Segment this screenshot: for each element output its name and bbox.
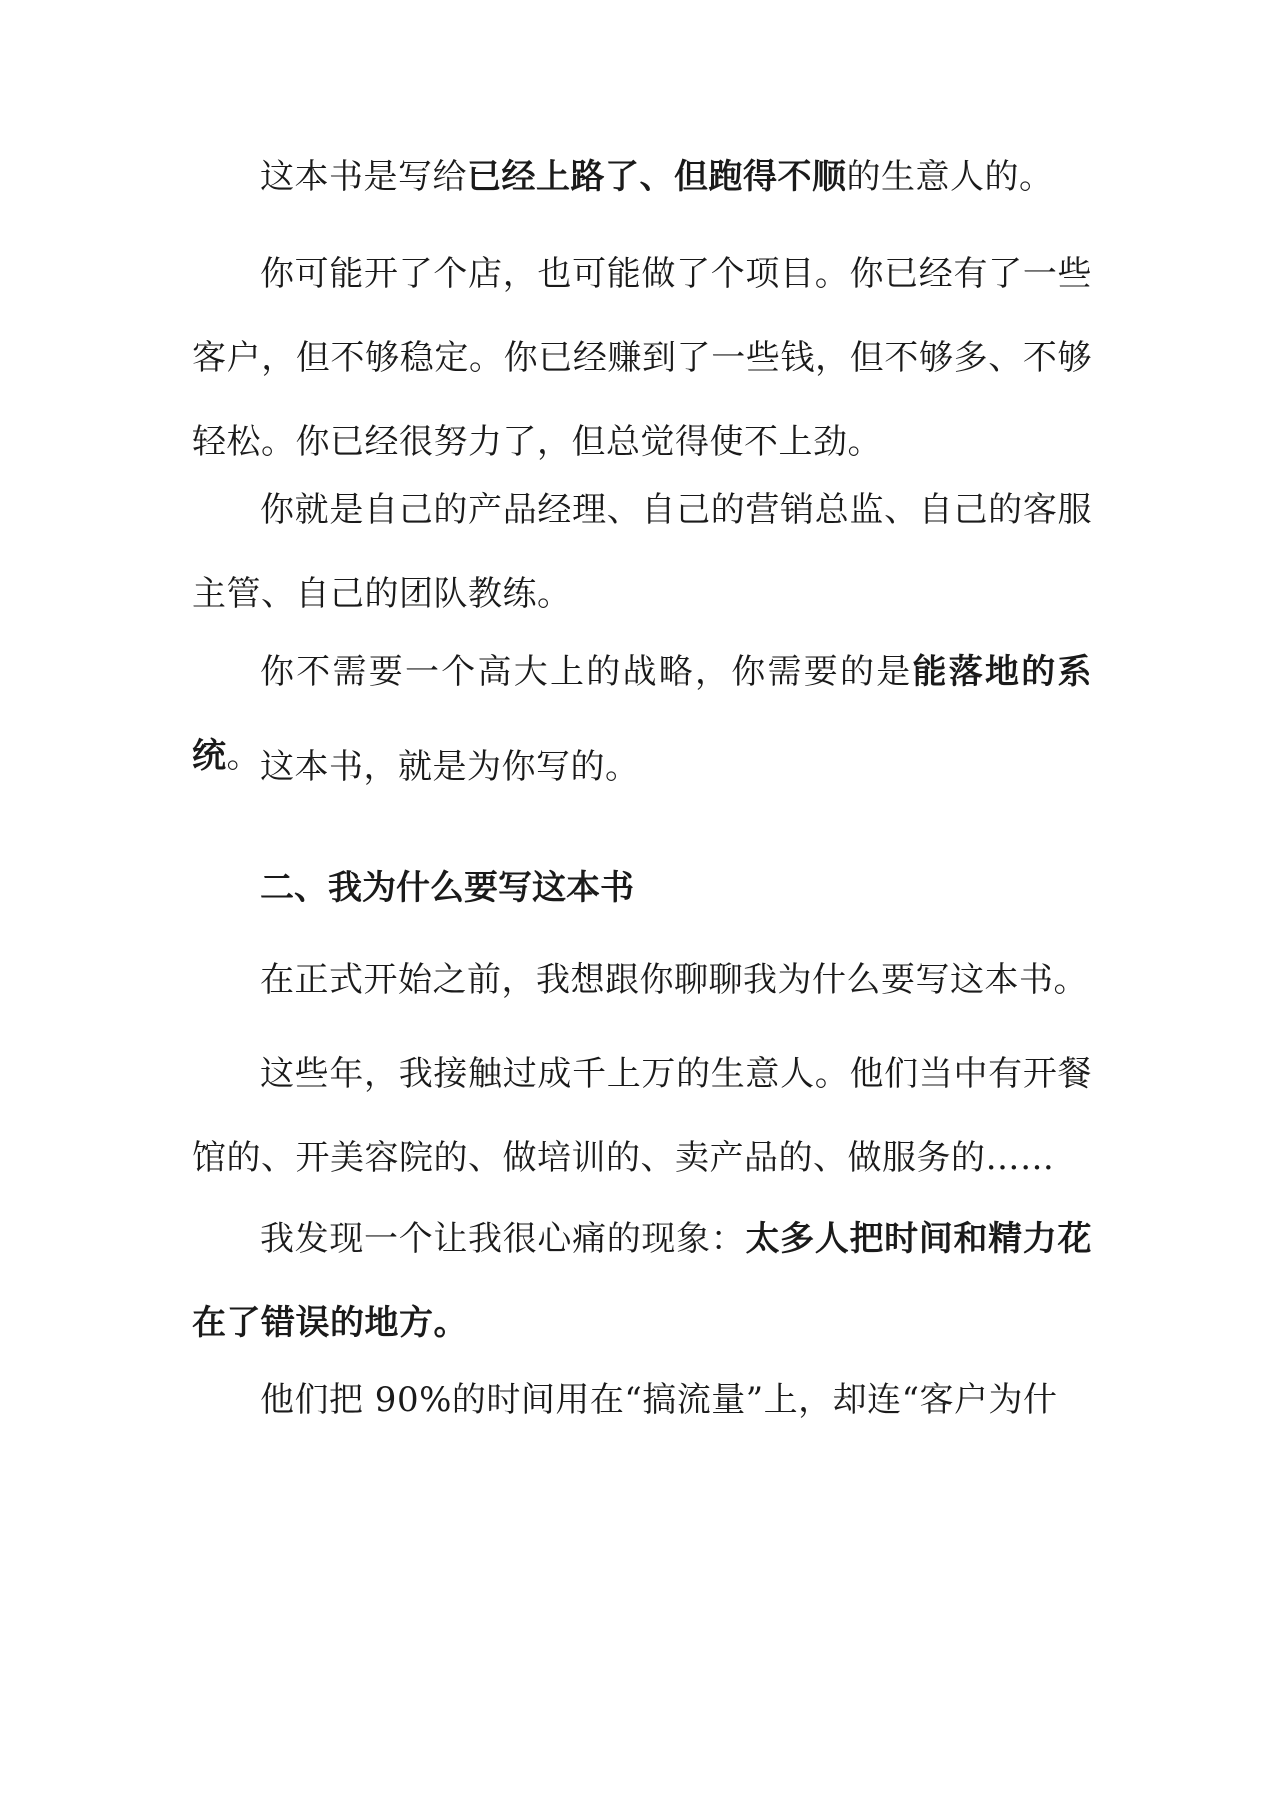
paragraph-text: 的生意人的。	[846, 157, 1054, 197]
paragraph-text: 你不需要一个高大上的战略，你需要的是	[260, 652, 913, 692]
paragraph-text: 我发现一个让我很心痛的现象：	[260, 1219, 746, 1259]
paragraph-traffic-focus: 他们把 90%的时间用在“搞流量”上，却连“客户为什	[260, 1380, 1058, 1420]
section-heading: 二、我为什么要写这本书	[260, 868, 634, 908]
paragraph-written-for-you: 这本书，就是为你写的。	[260, 747, 640, 787]
paragraph-intro-reason: 在正式开始之前，我想跟你聊聊我为什么要写这本书。	[260, 960, 1088, 1000]
bold-emphasis: 已经上路了、但跑得不顺	[467, 157, 847, 197]
bold-emphasis: 太多人把时间和精力花在了错误的地方。	[192, 1219, 1093, 1343]
bold-emphasis: 能落地的系统	[192, 652, 1092, 776]
paragraph-painful-phenomenon	[192, 1197, 1092, 1365]
paragraph-target-reader	[192, 135, 1092, 219]
paragraph-business-owners: 这些年，我接触过成千上万的生意人。他们当中有开餐馆的、开美容院的、做培训的、卖产品的、做服务的……	[192, 1054, 1092, 1178]
paragraph-reader-roles: 你就是自己的产品经理、自己的营销总监、自己的客服主管、自己的团队教练。	[192, 490, 1092, 614]
paragraph-text: 。	[226, 736, 261, 776]
paragraph-reader-situation: 你可能开了个店，也可能做了个项目。你已经有了一些客户，但不够稳定。你已经赚到了一些钱，但不够多、不够轻松。你已经很努力了，但总觉得使不上劲。	[192, 254, 1092, 462]
paragraph-text: 这本书是写给	[260, 157, 467, 197]
